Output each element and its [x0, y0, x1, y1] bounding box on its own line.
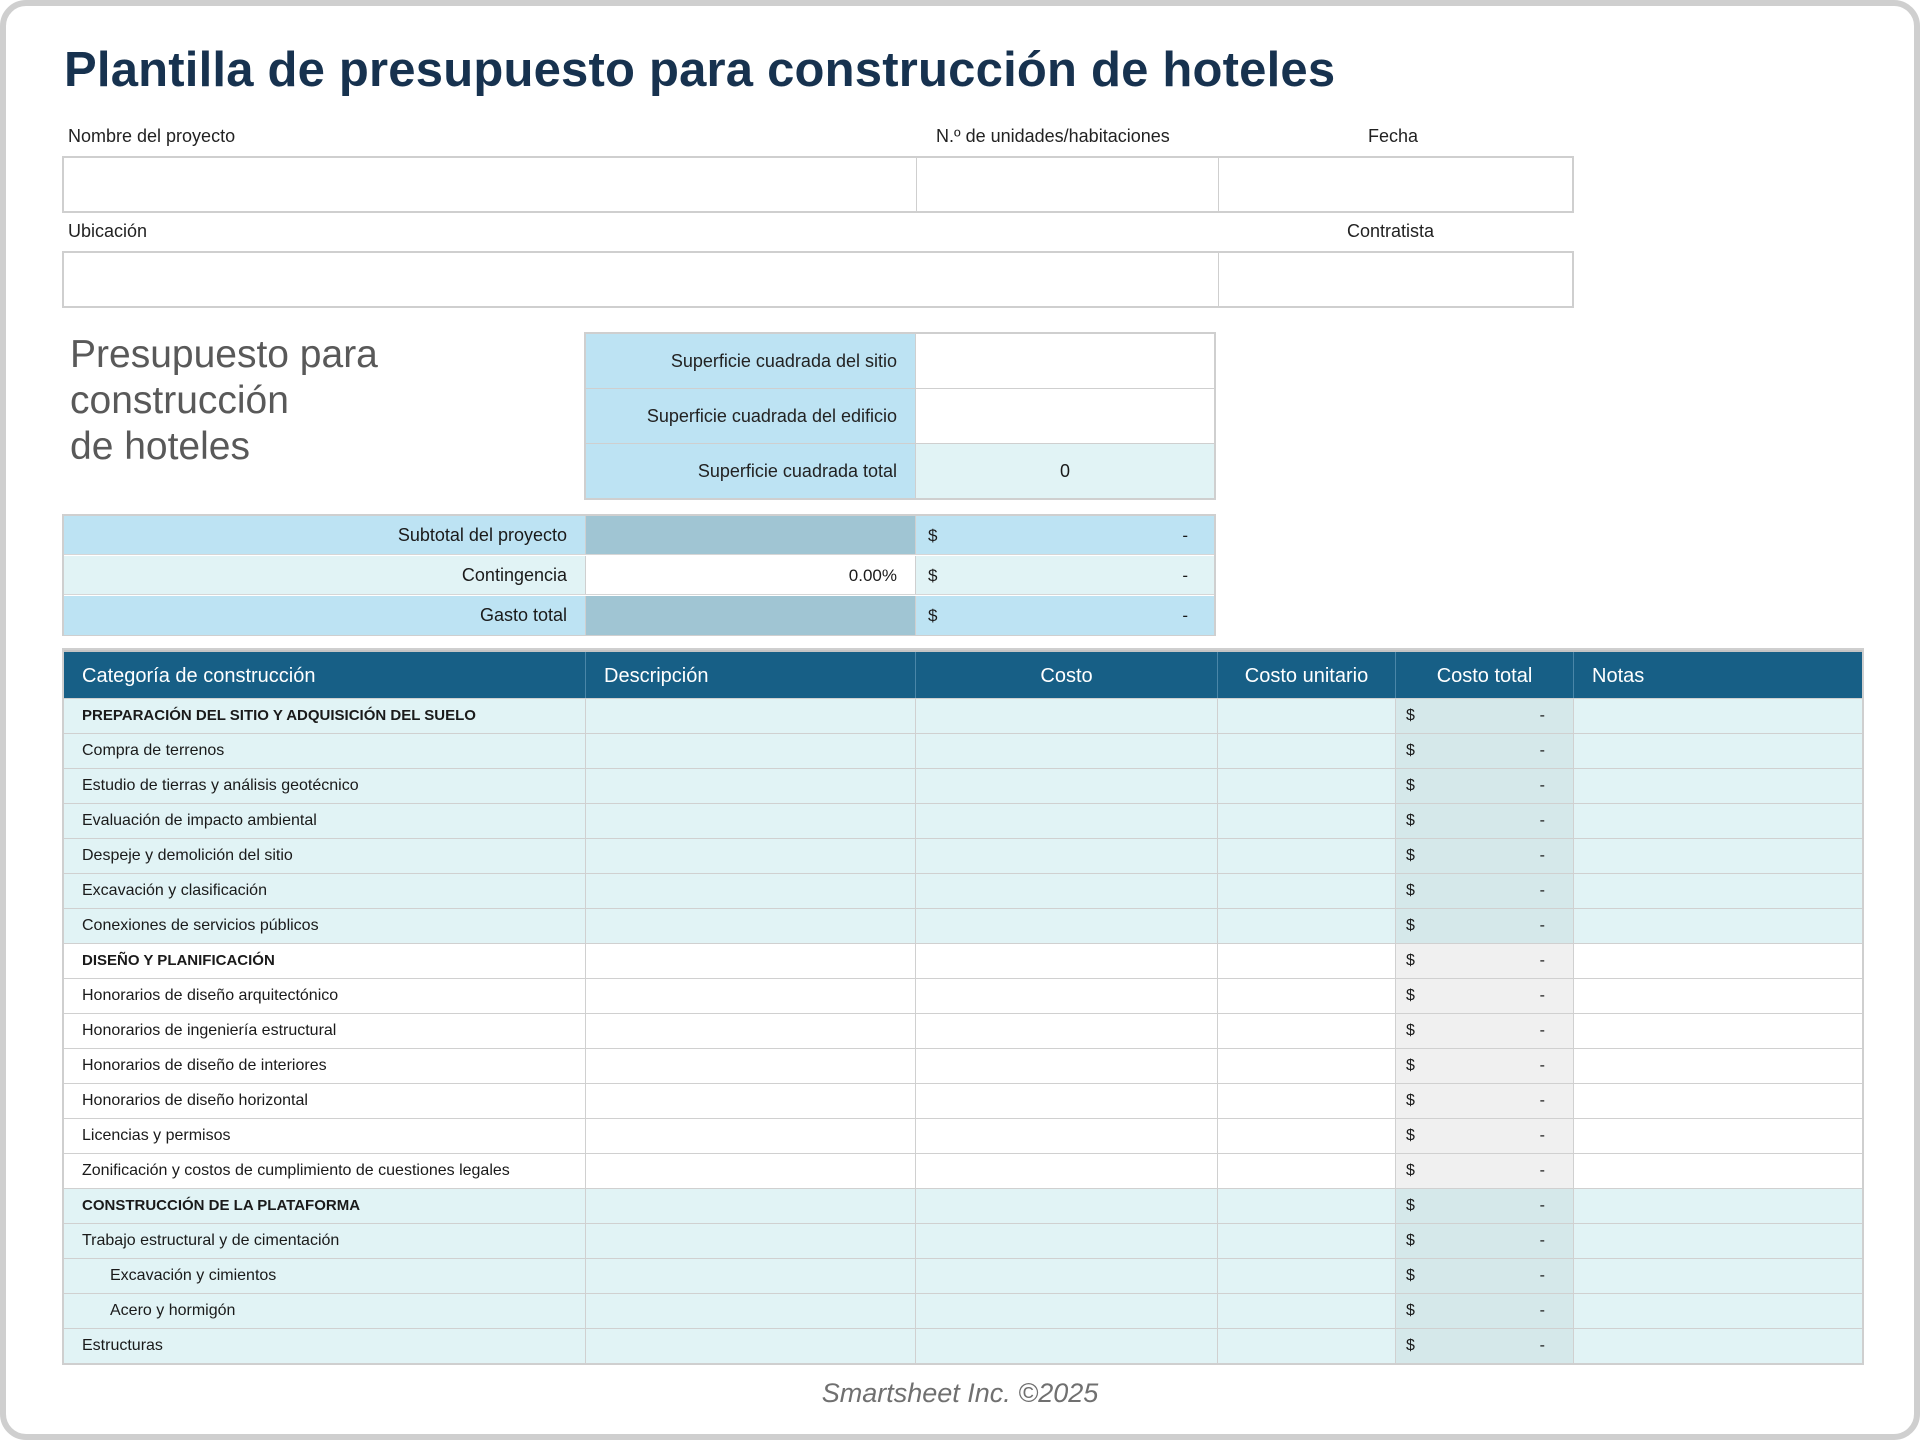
- total-cost-value: -: [1539, 812, 1545, 829]
- page-title: Plantilla de presupuesto para construcción de hoteles: [64, 43, 1336, 97]
- total-cost-value: -: [1539, 917, 1545, 934]
- header-unit-cost: Costo unitario: [1218, 652, 1396, 700]
- cost-cell[interactable]: [916, 1014, 1218, 1048]
- site-area-input[interactable]: [916, 334, 1214, 388]
- category-cell: Conexiones de servicios públicos: [64, 909, 586, 943]
- notes-cell[interactable]: [1574, 839, 1862, 873]
- total-cost-cell: [1396, 1294, 1574, 1328]
- total-cost-value: -: [1539, 1232, 1545, 1249]
- currency-symbol: $: [1406, 1197, 1415, 1214]
- category-cell: Honorarios de ingeniería estructural: [64, 1014, 586, 1048]
- category-cell: Licencias y permisos: [64, 1119, 586, 1153]
- currency-symbol: $: [1406, 1022, 1415, 1039]
- unit-cost-cell[interactable]: [1218, 874, 1396, 908]
- description-cell[interactable]: [586, 1049, 916, 1083]
- description-cell[interactable]: [586, 1014, 916, 1048]
- category-cell: Estructuras: [64, 1329, 586, 1363]
- unit-cost-cell[interactable]: [1218, 1154, 1396, 1188]
- category-cell: Compra de terrenos: [64, 734, 586, 768]
- category-cell: Acero y hormigón: [64, 1294, 586, 1328]
- description-cell[interactable]: [586, 979, 916, 1013]
- category-cell: DISEÑO Y PLANIFICACIÓN: [64, 944, 586, 978]
- cost-cell[interactable]: [916, 769, 1218, 803]
- notes-cell[interactable]: [1574, 1049, 1862, 1083]
- total-cost-cell: [1396, 1154, 1574, 1188]
- description-cell[interactable]: [586, 1329, 916, 1363]
- category-cell: Honorarios de diseño de interiores: [64, 1049, 586, 1083]
- notes-cell[interactable]: [1574, 1329, 1862, 1363]
- total-cost-cell: [1396, 1049, 1574, 1083]
- contingency-currency: $: [928, 566, 938, 585]
- total-cost-value: -: [1539, 1302, 1545, 1319]
- currency-symbol: $: [1406, 917, 1415, 934]
- table-row: [64, 1223, 1862, 1258]
- description-cell[interactable]: [586, 1294, 916, 1328]
- notes-cell[interactable]: [1574, 944, 1862, 978]
- cost-cell[interactable]: [916, 699, 1218, 733]
- total-cost-value: -: [1539, 1162, 1545, 1179]
- contractor-label: Contratista: [1347, 221, 1435, 241]
- description-cell[interactable]: [586, 1224, 916, 1258]
- contingency-label: Contingencia: [64, 556, 586, 594]
- total-expense-value: -: [1182, 606, 1188, 625]
- currency-symbol: $: [1406, 1057, 1415, 1074]
- notes-cell[interactable]: [1574, 699, 1862, 733]
- category-cell: Excavación y clasificación: [64, 874, 586, 908]
- description-cell[interactable]: [586, 1084, 916, 1118]
- contingency-percent-input[interactable]: 0.00%: [586, 556, 916, 594]
- unit-cost-cell[interactable]: [1218, 944, 1396, 978]
- notes-cell[interactable]: [1574, 1084, 1862, 1118]
- contractor-field[interactable]: [1219, 253, 1574, 306]
- cost-cell[interactable]: [916, 839, 1218, 873]
- notes-cell[interactable]: [1574, 1224, 1862, 1258]
- notes-cell[interactable]: [1574, 1294, 1862, 1328]
- total-cost-value: -: [1539, 1022, 1545, 1039]
- total-cost-cell: [1396, 839, 1574, 873]
- table-row: [64, 1153, 1862, 1188]
- total-expense-row: [64, 596, 1214, 635]
- header-notes: Notas: [1592, 665, 1645, 687]
- currency-symbol: $: [1406, 1127, 1415, 1144]
- unit-cost-cell[interactable]: [1218, 1189, 1396, 1223]
- total-cost-value: -: [1539, 1197, 1545, 1214]
- unit-cost-cell[interactable]: [1218, 804, 1396, 838]
- cost-cell[interactable]: [916, 1259, 1218, 1293]
- unit-cost-cell[interactable]: [1218, 1224, 1396, 1258]
- date-field[interactable]: [1219, 158, 1574, 211]
- total-cost-value: -: [1539, 1092, 1545, 1109]
- table-row: [64, 698, 1862, 733]
- currency-symbol: $: [1406, 1302, 1415, 1319]
- notes-cell[interactable]: [1574, 979, 1862, 1013]
- total-cost-cell: [1396, 1189, 1574, 1223]
- budget-table-body: [64, 698, 1862, 1363]
- cost-cell[interactable]: [916, 1049, 1218, 1083]
- date-label: Fecha: [1368, 126, 1419, 146]
- unit-cost-cell[interactable]: [1218, 1294, 1396, 1328]
- table-row: [64, 1118, 1862, 1153]
- currency-symbol: $: [1406, 1267, 1415, 1284]
- budget-heading: [70, 332, 378, 470]
- total-cost-value: -: [1539, 1057, 1545, 1074]
- project-info-row-2: [62, 251, 1574, 308]
- unit-cost-cell[interactable]: [1218, 734, 1396, 768]
- cost-cell[interactable]: [916, 1084, 1218, 1118]
- subtotal-amount: [916, 516, 1214, 554]
- notes-cell[interactable]: [1574, 1119, 1862, 1153]
- total-cost-cell: [1396, 874, 1574, 908]
- notes-cell[interactable]: [1574, 769, 1862, 803]
- table-row: [64, 873, 1862, 908]
- total-cost-value: -: [1539, 847, 1545, 864]
- building-area-input[interactable]: [916, 389, 1214, 443]
- table-row: [64, 1083, 1862, 1118]
- subtotal-currency: $: [928, 526, 938, 545]
- cost-cell[interactable]: [916, 1224, 1218, 1258]
- category-cell: CONSTRUCCIÓN DE LA PLATAFORMA: [64, 1189, 586, 1223]
- total-cost-cell: [1396, 1259, 1574, 1293]
- currency-symbol: $: [1406, 882, 1415, 899]
- table-row: [64, 803, 1862, 838]
- table-row: [64, 768, 1862, 803]
- description-cell[interactable]: [586, 1259, 916, 1293]
- total-cost-cell: [1396, 1084, 1574, 1118]
- description-cell[interactable]: [586, 769, 916, 803]
- total-cost-cell: [1396, 1224, 1574, 1258]
- notes-cell[interactable]: [1574, 1189, 1862, 1223]
- notes-cell[interactable]: [1574, 804, 1862, 838]
- cost-cell[interactable]: [916, 1294, 1218, 1328]
- table-row: [64, 943, 1862, 978]
- description-cell[interactable]: [586, 874, 916, 908]
- notes-cell[interactable]: [1574, 734, 1862, 768]
- unit-cost-cell[interactable]: [1218, 839, 1396, 873]
- description-cell[interactable]: [586, 1154, 916, 1188]
- cost-cell[interactable]: [916, 1119, 1218, 1153]
- total-cost-value: -: [1539, 952, 1545, 969]
- cost-cell[interactable]: [916, 1329, 1218, 1363]
- total-expense-label: Gasto total: [64, 596, 586, 635]
- total-cost-cell: [1396, 1329, 1574, 1363]
- unit-cost-cell[interactable]: [1218, 769, 1396, 803]
- building-area-row: [586, 389, 1214, 444]
- description-cell[interactable]: [586, 909, 916, 943]
- total-area-value: 0: [916, 444, 1214, 498]
- total-cost-value: -: [1539, 742, 1545, 759]
- subtotal-row: [64, 516, 1214, 555]
- subtotal-label: Subtotal del proyecto: [64, 516, 586, 554]
- table-row: [64, 1013, 1862, 1048]
- category-cell: Estudio de tierras y análisis geotécnico: [64, 769, 586, 803]
- total-cost-cell: [1396, 804, 1574, 838]
- notes-cell[interactable]: [1574, 874, 1862, 908]
- cost-cell[interactable]: [916, 944, 1218, 978]
- currency-symbol: $: [1406, 812, 1415, 829]
- description-cell[interactable]: [586, 1189, 916, 1223]
- budget-table-header: [64, 650, 1862, 698]
- table-row: [64, 1258, 1862, 1293]
- currency-symbol: $: [1406, 777, 1415, 794]
- total-cost-value: -: [1539, 1337, 1545, 1354]
- cost-cell[interactable]: [916, 804, 1218, 838]
- units-label: N.º de unidades/habitaciones: [936, 126, 1170, 146]
- currency-symbol: $: [1406, 987, 1415, 1004]
- total-cost-value: -: [1539, 777, 1545, 794]
- description-cell[interactable]: [586, 804, 916, 838]
- table-row: [64, 908, 1862, 943]
- description-cell[interactable]: [586, 839, 916, 873]
- header-category: Categoría de construcción: [64, 652, 586, 700]
- units-field[interactable]: [917, 158, 1219, 211]
- total-cost-value: -: [1539, 1127, 1545, 1144]
- total-area-row: [586, 444, 1214, 498]
- header-cost: Costo: [916, 652, 1218, 700]
- currency-symbol: $: [1406, 742, 1415, 759]
- category-cell: Trabajo estructural y de cimentación: [64, 1224, 586, 1258]
- currency-symbol: $: [1406, 1232, 1415, 1249]
- total-cost-value: -: [1539, 987, 1545, 1004]
- category-cell: Excavación y cimientos: [64, 1259, 586, 1293]
- total-cost-cell: [1396, 944, 1574, 978]
- category-cell: Despeje y demolición del sitio: [64, 839, 586, 873]
- unit-cost-cell[interactable]: [1218, 979, 1396, 1013]
- project-info-row-1: [62, 156, 1574, 213]
- budget-heading-line-1: Presupuesto para: [70, 333, 378, 376]
- category-cell: Zonificación y costos de cumplimiento de cuestiones legales: [64, 1154, 586, 1188]
- total-cost-cell: [1396, 1014, 1574, 1048]
- total-expense-spacer: [586, 596, 916, 635]
- location-field[interactable]: [64, 253, 1219, 306]
- contingency-value: -: [1182, 566, 1188, 585]
- category-cell: Evaluación de impacto ambiental: [64, 804, 586, 838]
- budget-heading-line-3: de hoteles: [70, 425, 250, 468]
- table-row: [64, 1048, 1862, 1083]
- project-name-label: Nombre del proyecto: [68, 126, 236, 146]
- category-cell: Honorarios de diseño horizontal: [64, 1084, 586, 1118]
- total-cost-cell: [1396, 734, 1574, 768]
- table-row: [64, 978, 1862, 1013]
- notes-cell[interactable]: [1574, 1259, 1862, 1293]
- category-cell: PREPARACIÓN DEL SITIO Y ADQUISICIÓN DEL SUELO: [64, 699, 586, 733]
- budget-heading-line-2: construcción: [70, 379, 289, 422]
- description-cell[interactable]: [586, 734, 916, 768]
- building-area-label: Superficie cuadrada del edificio: [586, 389, 916, 443]
- budget-table: [62, 648, 1864, 1365]
- header-description: Descripción: [586, 652, 916, 700]
- cost-cell[interactable]: [916, 874, 1218, 908]
- project-name-field[interactable]: [64, 158, 917, 211]
- total-cost-cell: [1396, 979, 1574, 1013]
- total-expense-currency: $: [928, 606, 938, 625]
- site-area-label: Superficie cuadrada del sitio: [586, 334, 916, 388]
- total-cost-cell: [1396, 769, 1574, 803]
- table-row: [64, 838, 1862, 873]
- table-row: [64, 733, 1862, 768]
- unit-cost-cell[interactable]: [1218, 1329, 1396, 1363]
- table-row: [64, 1188, 1862, 1223]
- notes-cell[interactable]: [1574, 1154, 1862, 1188]
- currency-symbol: $: [1406, 952, 1415, 969]
- unit-cost-cell[interactable]: [1218, 1119, 1396, 1153]
- description-cell[interactable]: [586, 944, 916, 978]
- total-cost-value: -: [1539, 1267, 1545, 1284]
- cost-cell[interactable]: [916, 1189, 1218, 1223]
- total-expense-amount: [916, 596, 1214, 635]
- unit-cost-cell[interactable]: [1218, 1049, 1396, 1083]
- total-cost-value: -: [1539, 707, 1545, 724]
- unit-cost-cell[interactable]: [1218, 1084, 1396, 1118]
- currency-symbol: $: [1406, 707, 1415, 724]
- currency-symbol: $: [1406, 1092, 1415, 1109]
- header-total-cost: Costo total: [1396, 652, 1574, 700]
- subtotal-spacer: [586, 516, 916, 554]
- square-footage-table: [584, 332, 1216, 500]
- contingency-amount: [916, 556, 1214, 594]
- total-cost-value: -: [1539, 882, 1545, 899]
- description-cell[interactable]: [586, 699, 916, 733]
- currency-symbol: $: [1406, 847, 1415, 864]
- total-cost-cell: [1396, 1119, 1574, 1153]
- table-row: [64, 1328, 1862, 1363]
- currency-symbol: $: [1406, 1162, 1415, 1179]
- notes-cell[interactable]: [1574, 1014, 1862, 1048]
- category-cell: Honorarios de diseño arquitectónico: [64, 979, 586, 1013]
- unit-cost-cell[interactable]: [1218, 1259, 1396, 1293]
- total-cost-cell: [1396, 699, 1574, 733]
- contingency-row: [64, 556, 1214, 595]
- location-label: Ubicación: [68, 221, 148, 241]
- subtotal-value: -: [1182, 526, 1188, 545]
- summary-block: [62, 514, 1216, 636]
- cost-cell[interactable]: [916, 734, 1218, 768]
- unit-cost-cell[interactable]: [1218, 1014, 1396, 1048]
- total-cost-cell: [1396, 909, 1574, 943]
- unit-cost-cell[interactable]: [1218, 699, 1396, 733]
- cost-cell[interactable]: [916, 909, 1218, 943]
- site-area-row: [586, 334, 1214, 389]
- table-row: [64, 1293, 1862, 1328]
- description-cell[interactable]: [586, 1119, 916, 1153]
- notes-cell[interactable]: [1574, 909, 1862, 943]
- cost-cell[interactable]: [916, 979, 1218, 1013]
- currency-symbol: $: [1406, 1337, 1415, 1354]
- unit-cost-cell[interactable]: [1218, 909, 1396, 943]
- total-area-label: Superficie cuadrada total: [586, 444, 916, 498]
- cost-cell[interactable]: [916, 1154, 1218, 1188]
- footer-copyright: Smartsheet Inc. ©2025: [821, 1378, 1099, 1408]
